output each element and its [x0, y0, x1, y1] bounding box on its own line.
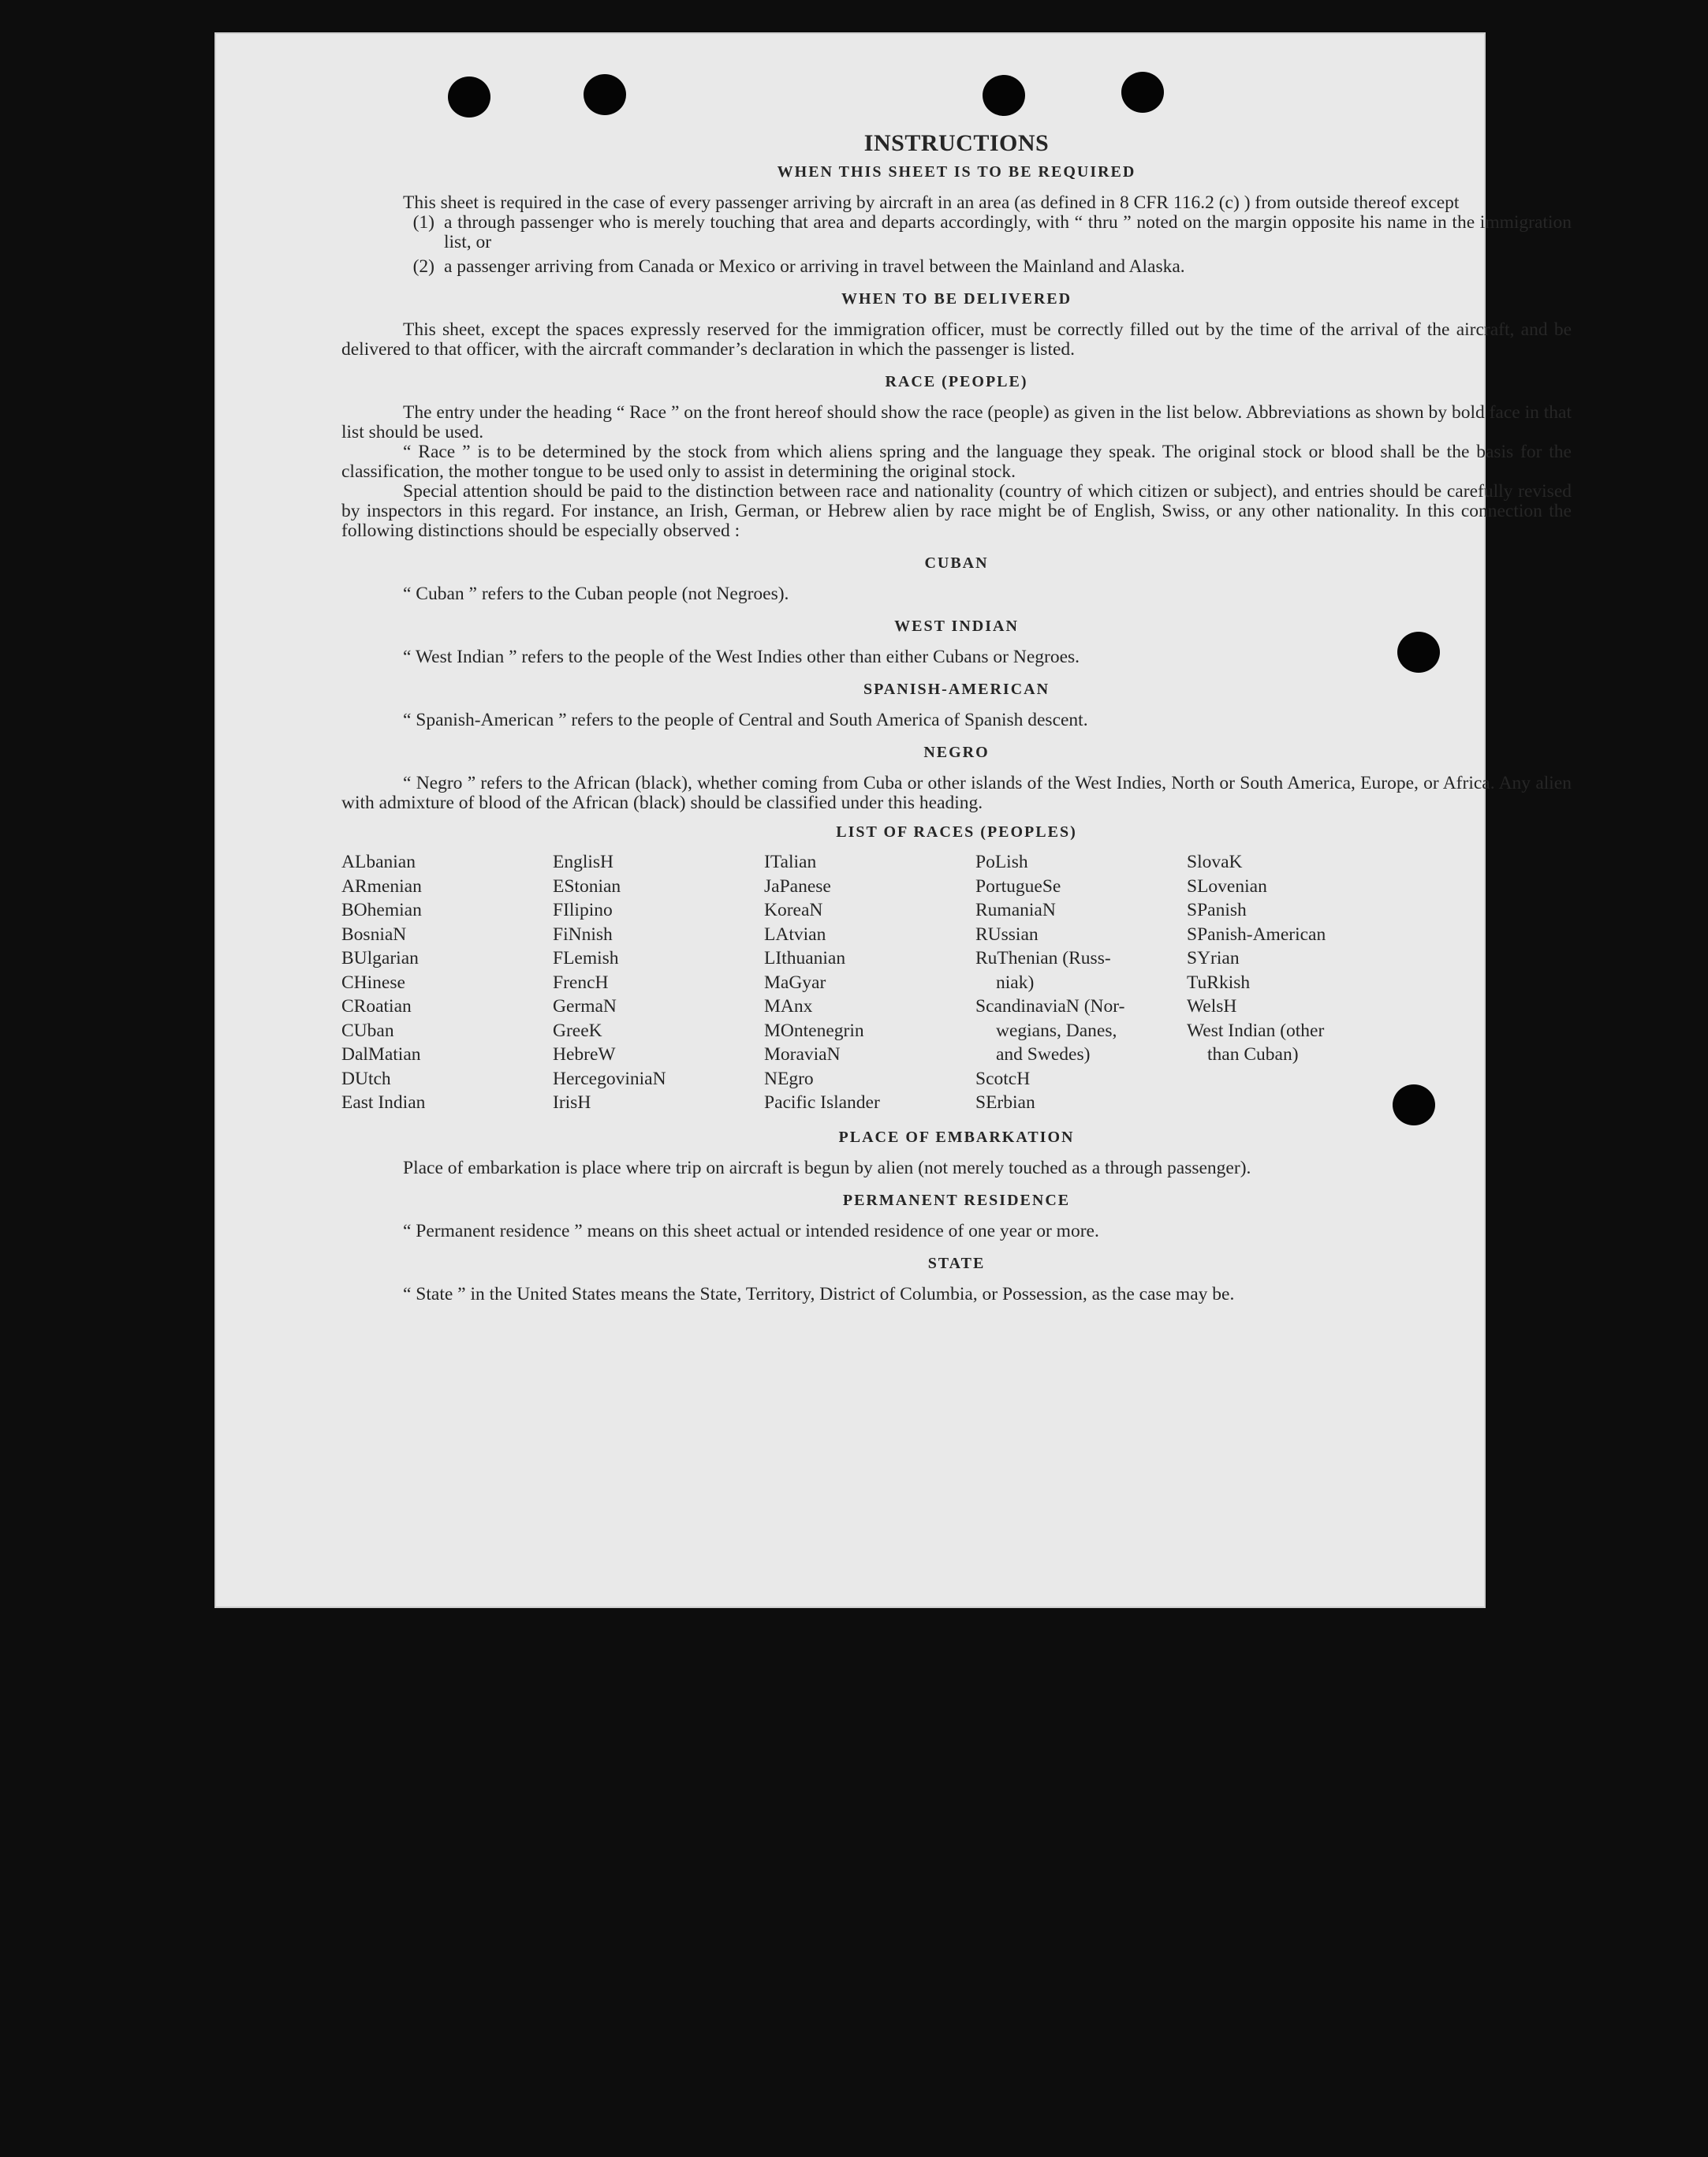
race-item: West Indian (other: [1187, 1020, 1325, 1041]
race-item: RUssian: [975, 924, 1039, 945]
race-item: WelsH: [1187, 996, 1237, 1017]
race-item: GreeK: [553, 1020, 602, 1041]
race-item: FrencH: [553, 972, 609, 993]
races-heading: LIST OF RACES (PEOPLES): [836, 823, 1077, 841]
race-item: wegians, Danes,: [996, 1020, 1117, 1041]
punch-hole: [1121, 72, 1164, 113]
race-item: FIlipino: [553, 900, 613, 920]
race-item: DUtch: [341, 1068, 391, 1089]
punch-hole: [983, 75, 1025, 116]
race-item: HercegoviniaN: [553, 1068, 666, 1089]
race-item: TuRkish: [1187, 972, 1251, 993]
residence-heading: PERMANENT RESIDENCE: [842, 1191, 1071, 1209]
race-item: EStonian: [553, 875, 621, 897]
race-item: JaPanese: [764, 875, 831, 897]
item-text: a passenger arriving from Canada or Mexico or arriving in travel between the Mainland and Alaska.: [444, 256, 1185, 277]
state-text: “ State ” in the United States means the State, Territory, District of Columbia, or Possession, as the case may be.: [403, 1283, 1235, 1304]
race-item: SPanish-American: [1187, 924, 1326, 945]
race-item: FiNnish: [553, 924, 613, 945]
race-item: East Indian: [341, 1092, 426, 1113]
race-item: RumaniaN: [975, 900, 1056, 920]
race-item: ITalian: [764, 852, 817, 872]
race-item: IrisH: [553, 1092, 591, 1113]
spanish-american-text: “ Spanish-American ” refers to the people of Central and South America of Spanish descent.: [403, 710, 1088, 730]
race-paragraph-2: “ Race ” is to be determined by the stock from which aliens spring and the language they speak. The original stock or blood shall be the basis for the classification, the mother tongue to be used only to assist in determining the original stock.: [341, 442, 1572, 482]
west-indian-heading: WEST INDIAN: [894, 618, 1019, 635]
race-item: ScotcH: [975, 1068, 1031, 1089]
residence-text: “ Permanent residence ” means on this sheet actual or intended residence of one year or more.: [403, 1220, 1099, 1241]
race-item: MaGyar: [764, 972, 826, 993]
race-column-4: [975, 850, 1187, 1115]
race-item: niak): [996, 972, 1035, 993]
race-item: BosniaN: [341, 924, 407, 945]
race-column-5: [1187, 850, 1376, 1115]
punch-hole: [448, 77, 490, 118]
race-item: CRoatian: [341, 996, 412, 1017]
race-item: DalMatian: [341, 1044, 421, 1065]
race-item: CUban: [341, 1020, 394, 1041]
race-item: BOhemian: [341, 900, 422, 920]
race-item: and Swedes): [996, 1044, 1091, 1065]
race-item: MoraviaN: [764, 1044, 841, 1065]
race-item: LIthuanian: [764, 948, 846, 968]
race-item: HebreW: [553, 1044, 616, 1065]
page-title: INSTRUCTIONS: [863, 130, 1050, 156]
race-item: SPanish: [1187, 900, 1247, 920]
race-item: GermaN: [553, 996, 617, 1017]
race-item: MOntenegrin: [764, 1020, 864, 1041]
exception-item-2: [341, 257, 1572, 277]
race-item: MAnx: [764, 996, 813, 1017]
item-number: (1): [412, 212, 434, 233]
spanish-american-heading: SPANISH-AMERICAN: [863, 681, 1050, 698]
race-item: RuThenian (Russ-: [975, 948, 1111, 968]
cuban-heading: CUBAN: [924, 554, 989, 572]
state-heading: STATE: [927, 1254, 986, 1272]
embarkation-heading: PLACE OF EMBARKATION: [838, 1128, 1075, 1146]
race-column-2: [553, 850, 764, 1115]
race-paragraph-3: Special attention should be paid to the distinction between race and nationality (country of which citizen or subject), and entries should be carefully revised by inspectors in this regard. For instance, an Irish, German, or Hebrew alien by race might be of English, Swiss, or any other nationality. In this connection the following distinctions should be especially observed :: [341, 481, 1572, 541]
race-item: Pacific Islander: [764, 1092, 880, 1113]
race-item: BUlgarian: [341, 948, 419, 968]
race-item: ALbanian: [341, 852, 416, 872]
race-item: LAtvian: [764, 924, 826, 945]
race-column-1: [341, 850, 553, 1115]
race-list: [341, 850, 1572, 1115]
negro-text: “ Negro ” refers to the African (black), whether coming from Cuba or other islands of the West Indies, North or South America, Europe, or Africa. Any alien with admixture of blood of the African (black) should be classified under this heading.: [341, 773, 1572, 813]
race-column-3: [764, 850, 975, 1115]
race-item: PoLish: [975, 852, 1028, 872]
race-item: SErbian: [975, 1092, 1035, 1113]
delivered-heading: WHEN TO BE DELIVERED: [841, 290, 1072, 308]
required-intro: This sheet is required in the case of every passenger arriving by aircraft in an area (as defined in 8 CFR 116.2 (c) ) from outside thereof except: [403, 192, 1460, 213]
race-item: ScandinaviaN (Nor-: [975, 996, 1125, 1017]
race-item: SlovaK: [1187, 852, 1243, 872]
west-indian-text: “ West Indian ” refers to the people of the West Indies other than either Cubans or Negroes.: [403, 647, 1080, 667]
item-number: (2): [412, 256, 434, 277]
race-heading: RACE (PEOPLE): [885, 373, 1028, 390]
race-item: CHinese: [341, 972, 405, 993]
race-item: KoreaN: [764, 900, 823, 920]
race-item: NEgro: [764, 1068, 814, 1089]
punch-hole: [584, 74, 626, 115]
negro-heading: NEGRO: [923, 744, 990, 761]
race-paragraph-1: The entry under the heading “ Race ” on the front hereof should show the race (people) as given in the list below. Abbreviations as shown by bold face in that list should be used.: [341, 402, 1572, 442]
race-item: SYrian: [1187, 948, 1240, 968]
race-item: than Cuban): [1207, 1044, 1299, 1065]
delivered-text: This sheet, except the spaces expressly reserved for the immigration officer, must be correctly filled out by the time of the arrival of the aircraft, and be delivered to that officer, with the aircraft commander’s declaration in which the passenger is listed.: [341, 319, 1572, 360]
cuban-text: “ Cuban ” refers to the Cuban people (not Negroes).: [403, 584, 789, 604]
required-heading: WHEN THIS SHEET IS TO BE REQUIRED: [777, 163, 1136, 181]
embarkation-text: Place of embarkation is place where trip on aircraft is begun by alien (not merely touched as a through passenger).: [403, 1157, 1251, 1178]
race-item: PortugueSe: [975, 875, 1061, 897]
race-item: SLovenian: [1187, 875, 1267, 897]
race-item: EnglisH: [553, 852, 614, 872]
race-item: ARmenian: [341, 875, 422, 897]
instructions-content: [341, 130, 1572, 1304]
item-text: a through passenger who is merely touching that area and departs accordingly, with “ thru ” noted on the margin opposite his name in the immigration list, or: [444, 212, 1572, 252]
race-item: FLemish: [553, 948, 619, 968]
exception-item-1: [341, 213, 1572, 252]
